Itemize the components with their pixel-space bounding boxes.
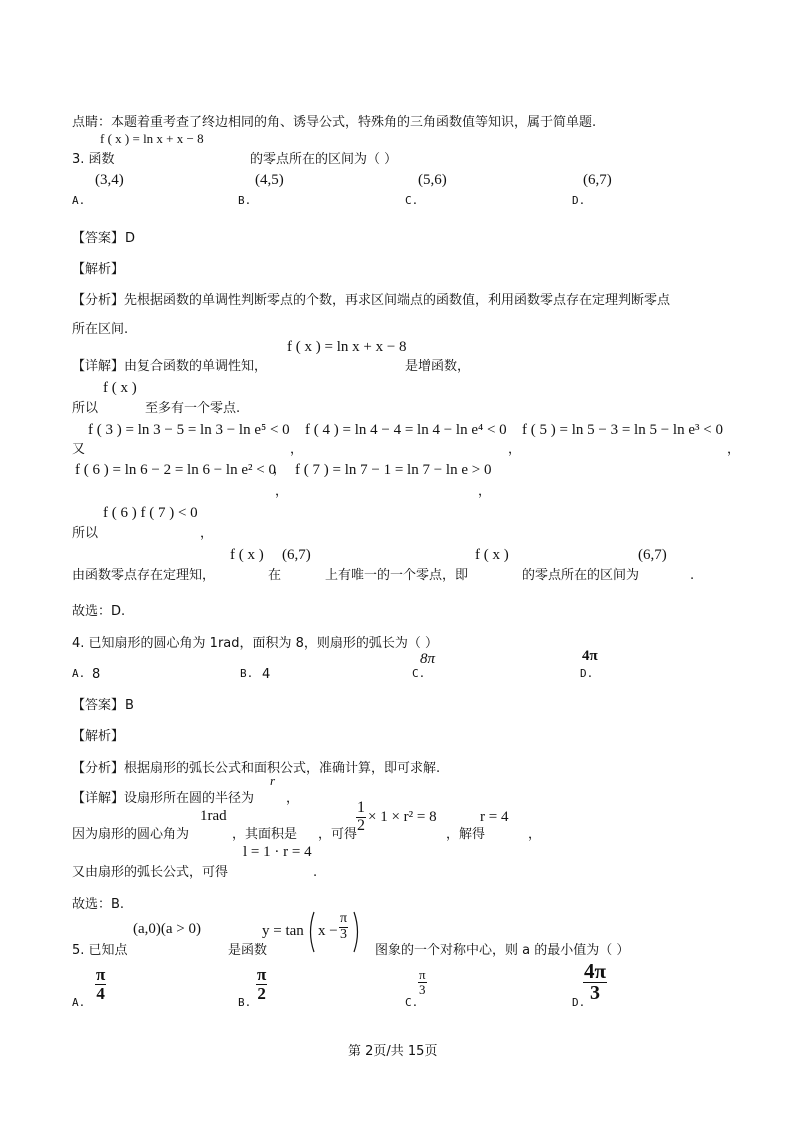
q5-option-d-num: 4π <box>584 959 607 983</box>
q3-f6f7: f ( 6 ) f ( 7 ) < 0 <box>103 505 198 521</box>
q3-conclude-fx-2: f ( x ) <box>475 547 509 563</box>
q3-f6: f ( 6 ) = ln 6 − 2 = ln 6 − ln e² < 0 <box>75 462 276 478</box>
q3-comma-2: ， <box>508 442 522 457</box>
q3-at-most-one: 至多有一个零点. <box>145 401 241 416</box>
q4-option-b-letter: B. <box>240 667 254 680</box>
q3-option-c-value: (5,6) <box>418 172 447 188</box>
q4-comma-2: ， <box>528 827 542 842</box>
q4-comma-1: ， <box>286 791 300 806</box>
q5-option-b-num: π <box>257 965 267 984</box>
q5-stem-number: 5. 已知点 <box>72 943 128 958</box>
q3-fx: f ( x ) <box>103 380 137 396</box>
q5-option-a-letter: A. <box>72 996 86 1009</box>
q4-equation-tail: × 1 × r² = 8 <box>368 809 437 825</box>
q3-option-a-letter: A. <box>72 194 86 207</box>
q5-pi-num: π <box>340 911 348 926</box>
q5-option-b-value <box>256 966 267 1003</box>
q5-pi-over-3 <box>339 912 348 942</box>
q5-point: (a,0)(a > 0) <box>133 921 202 937</box>
key-point-note: 点睛：本题着重考查了终边相同的角、诱导公式，特殊角的三角函数值等知识，属于简单题. <box>72 115 597 130</box>
q4-option-a-letter: A. <box>72 667 86 680</box>
q4-detail: 【详解】设扇形所在圆的半径为 <box>72 791 255 806</box>
q3-option-a-value: (3,4) <box>95 172 124 188</box>
q4-choose: 故选：B. <box>72 897 125 912</box>
q3-analysis-line2: 所在区间. <box>72 322 129 337</box>
q3-stem-text: 的零点所在的区间为（ ） <box>250 152 398 167</box>
q5-option-a-value <box>95 966 106 1003</box>
q4-area-text: ，其面积是 <box>232 827 298 842</box>
q5-option-a-num: π <box>96 965 106 984</box>
q3-choose: 故选：D. <box>72 604 126 619</box>
q3-f3: f ( 3 ) = ln 3 − 5 = ln 3 − ln e⁵ < 0 <box>88 422 290 438</box>
q3-conclude-interval-1: (6,7) <box>282 547 311 563</box>
q3-jiexi-tag: 【解析】 <box>72 262 125 277</box>
q4-arc-formula: l = 1 · r = 4 <box>243 844 312 860</box>
q4-analysis: 【分析】根据扇形的弧长公式和面积公式，准确计算，即可求解. <box>72 761 441 776</box>
q5-stem-text: 图象的一个对称中心，则 a 的最小值为（ ） <box>375 943 630 958</box>
q4-rad: 1rad <box>200 808 227 824</box>
q4-stem: 4. 已知扇形的圆心角为 1rad，面积为 8，则扇形的弧长为（ ） <box>72 636 439 651</box>
q4-option-d-letter: D. <box>580 667 594 680</box>
q3-option-b-value: (4,5) <box>255 172 284 188</box>
q5-option-b-den: 2 <box>257 983 266 1003</box>
q4-option-b-value: 4 <box>262 667 271 682</box>
q3-option-c-letter: C. <box>405 194 419 207</box>
q3-f5: f ( 5 ) = ln 5 − 3 = ln 5 − ln e³ < 0 <box>522 422 723 438</box>
q3-detail-tail: 是增函数， <box>405 359 471 374</box>
q3-detail-formula: f ( x ) = ln x + x − 8 <box>287 339 407 355</box>
q3-analysis-line1: 【分析】先根据函数的单调性判断零点的个数，再求区间端点的函数值，利用函数零点存在定理判断零点 <box>72 293 671 308</box>
q3-conclude-2: 上有唯一的一个零点，即 <box>325 568 469 583</box>
q4-fraction-half <box>356 800 366 835</box>
q4-jiede: ，解得 <box>446 827 486 842</box>
q5-option-c-letter: C. <box>405 996 419 1009</box>
page-footer: 第 2页/共 15页 <box>348 1044 438 1059</box>
q4-option-c-value: 8π <box>420 651 436 667</box>
q4-jiexi-tag: 【解析】 <box>72 729 125 744</box>
q3-comma-6: ， <box>478 484 492 499</box>
q3-function-formula: f ( x ) = ln x + x − 8 <box>100 131 204 146</box>
q4-fraction-den: 2 <box>357 816 365 834</box>
q5-option-a-den: 4 <box>96 983 105 1003</box>
q3-you: 又 <box>72 442 86 457</box>
q5-option-d-value <box>583 960 607 1004</box>
q5-right-paren <box>352 911 362 953</box>
q5-option-c-num: π <box>419 967 426 982</box>
q5-option-b-letter: B. <box>238 996 252 1009</box>
q4-radius-value: r = 4 <box>480 809 509 825</box>
q3-option-b-letter: B. <box>238 194 252 207</box>
q3-answer: D <box>125 231 136 246</box>
q3-conclude-fx: f ( x ) <box>230 547 264 563</box>
q3-detail-text: 【详解】由复合函数的单调性知， <box>72 359 268 374</box>
q3-conclude-3: 的零点所在的区间为 <box>522 568 640 583</box>
q5-option-d-den: 3 <box>590 982 600 1005</box>
q5-stem-mid: 是函数 <box>228 943 268 958</box>
q4-arc-text: 又由扇形的弧长公式，可得 <box>72 865 229 880</box>
q5-function-inner: x − <box>318 923 338 939</box>
q4-option-c-letter: C. <box>412 667 426 680</box>
q3-conclude-interval-2: (6,7) <box>638 547 667 563</box>
q3-f7: f ( 7 ) = ln 7 − 1 = ln 7 − ln e > 0 <box>295 462 492 478</box>
q3-suoyi-2: 所以 <box>72 526 99 541</box>
q4-because: 因为扇形的圆心角为 <box>72 827 190 842</box>
q4-answer: B <box>125 698 134 713</box>
q3-option-d-value: (6,7) <box>583 172 612 188</box>
q3-suoyi: 所以 <box>72 401 99 416</box>
q3-conclude-1: 由函数零点存在定理知， <box>72 568 216 583</box>
q3-stem-number: 3. 函数 <box>72 152 115 167</box>
q5-option-c-value <box>418 968 427 996</box>
q3-f4: f ( 4 ) = ln 4 − 4 = ln 4 − ln e⁴ < 0 <box>305 422 507 438</box>
q4-answer-tag: 【答案】 <box>72 698 125 713</box>
q3-answer-tag: 【答案】 <box>72 231 125 246</box>
q3-conclude-zai: 在 <box>268 568 282 583</box>
q3-comma-7: ， <box>200 526 214 541</box>
q3-comma-3: ， <box>727 442 741 457</box>
q4-option-a-value: 8 <box>92 667 101 682</box>
q5-function-prefix: y = tan <box>262 923 304 939</box>
q3-comma-4: ， <box>273 462 287 477</box>
q4-radius-symbol: r <box>270 773 276 788</box>
q3-option-d-letter: D. <box>572 194 586 207</box>
q5-option-d-letter: D. <box>572 996 586 1009</box>
q4-arc-period: . <box>313 865 318 880</box>
q4-option-d-value: 4π <box>582 648 598 664</box>
q3-conclude-period: . <box>690 568 695 583</box>
q3-comma-1: ， <box>290 442 304 457</box>
q4-fraction-num: 1 <box>357 799 365 816</box>
q5-option-c-den: 3 <box>419 981 426 997</box>
q4-keyi: ，可得 <box>318 827 358 842</box>
q5-left-paren <box>306 911 316 953</box>
q5-pi-den: 3 <box>340 926 348 942</box>
q3-comma-5: ， <box>275 484 289 499</box>
